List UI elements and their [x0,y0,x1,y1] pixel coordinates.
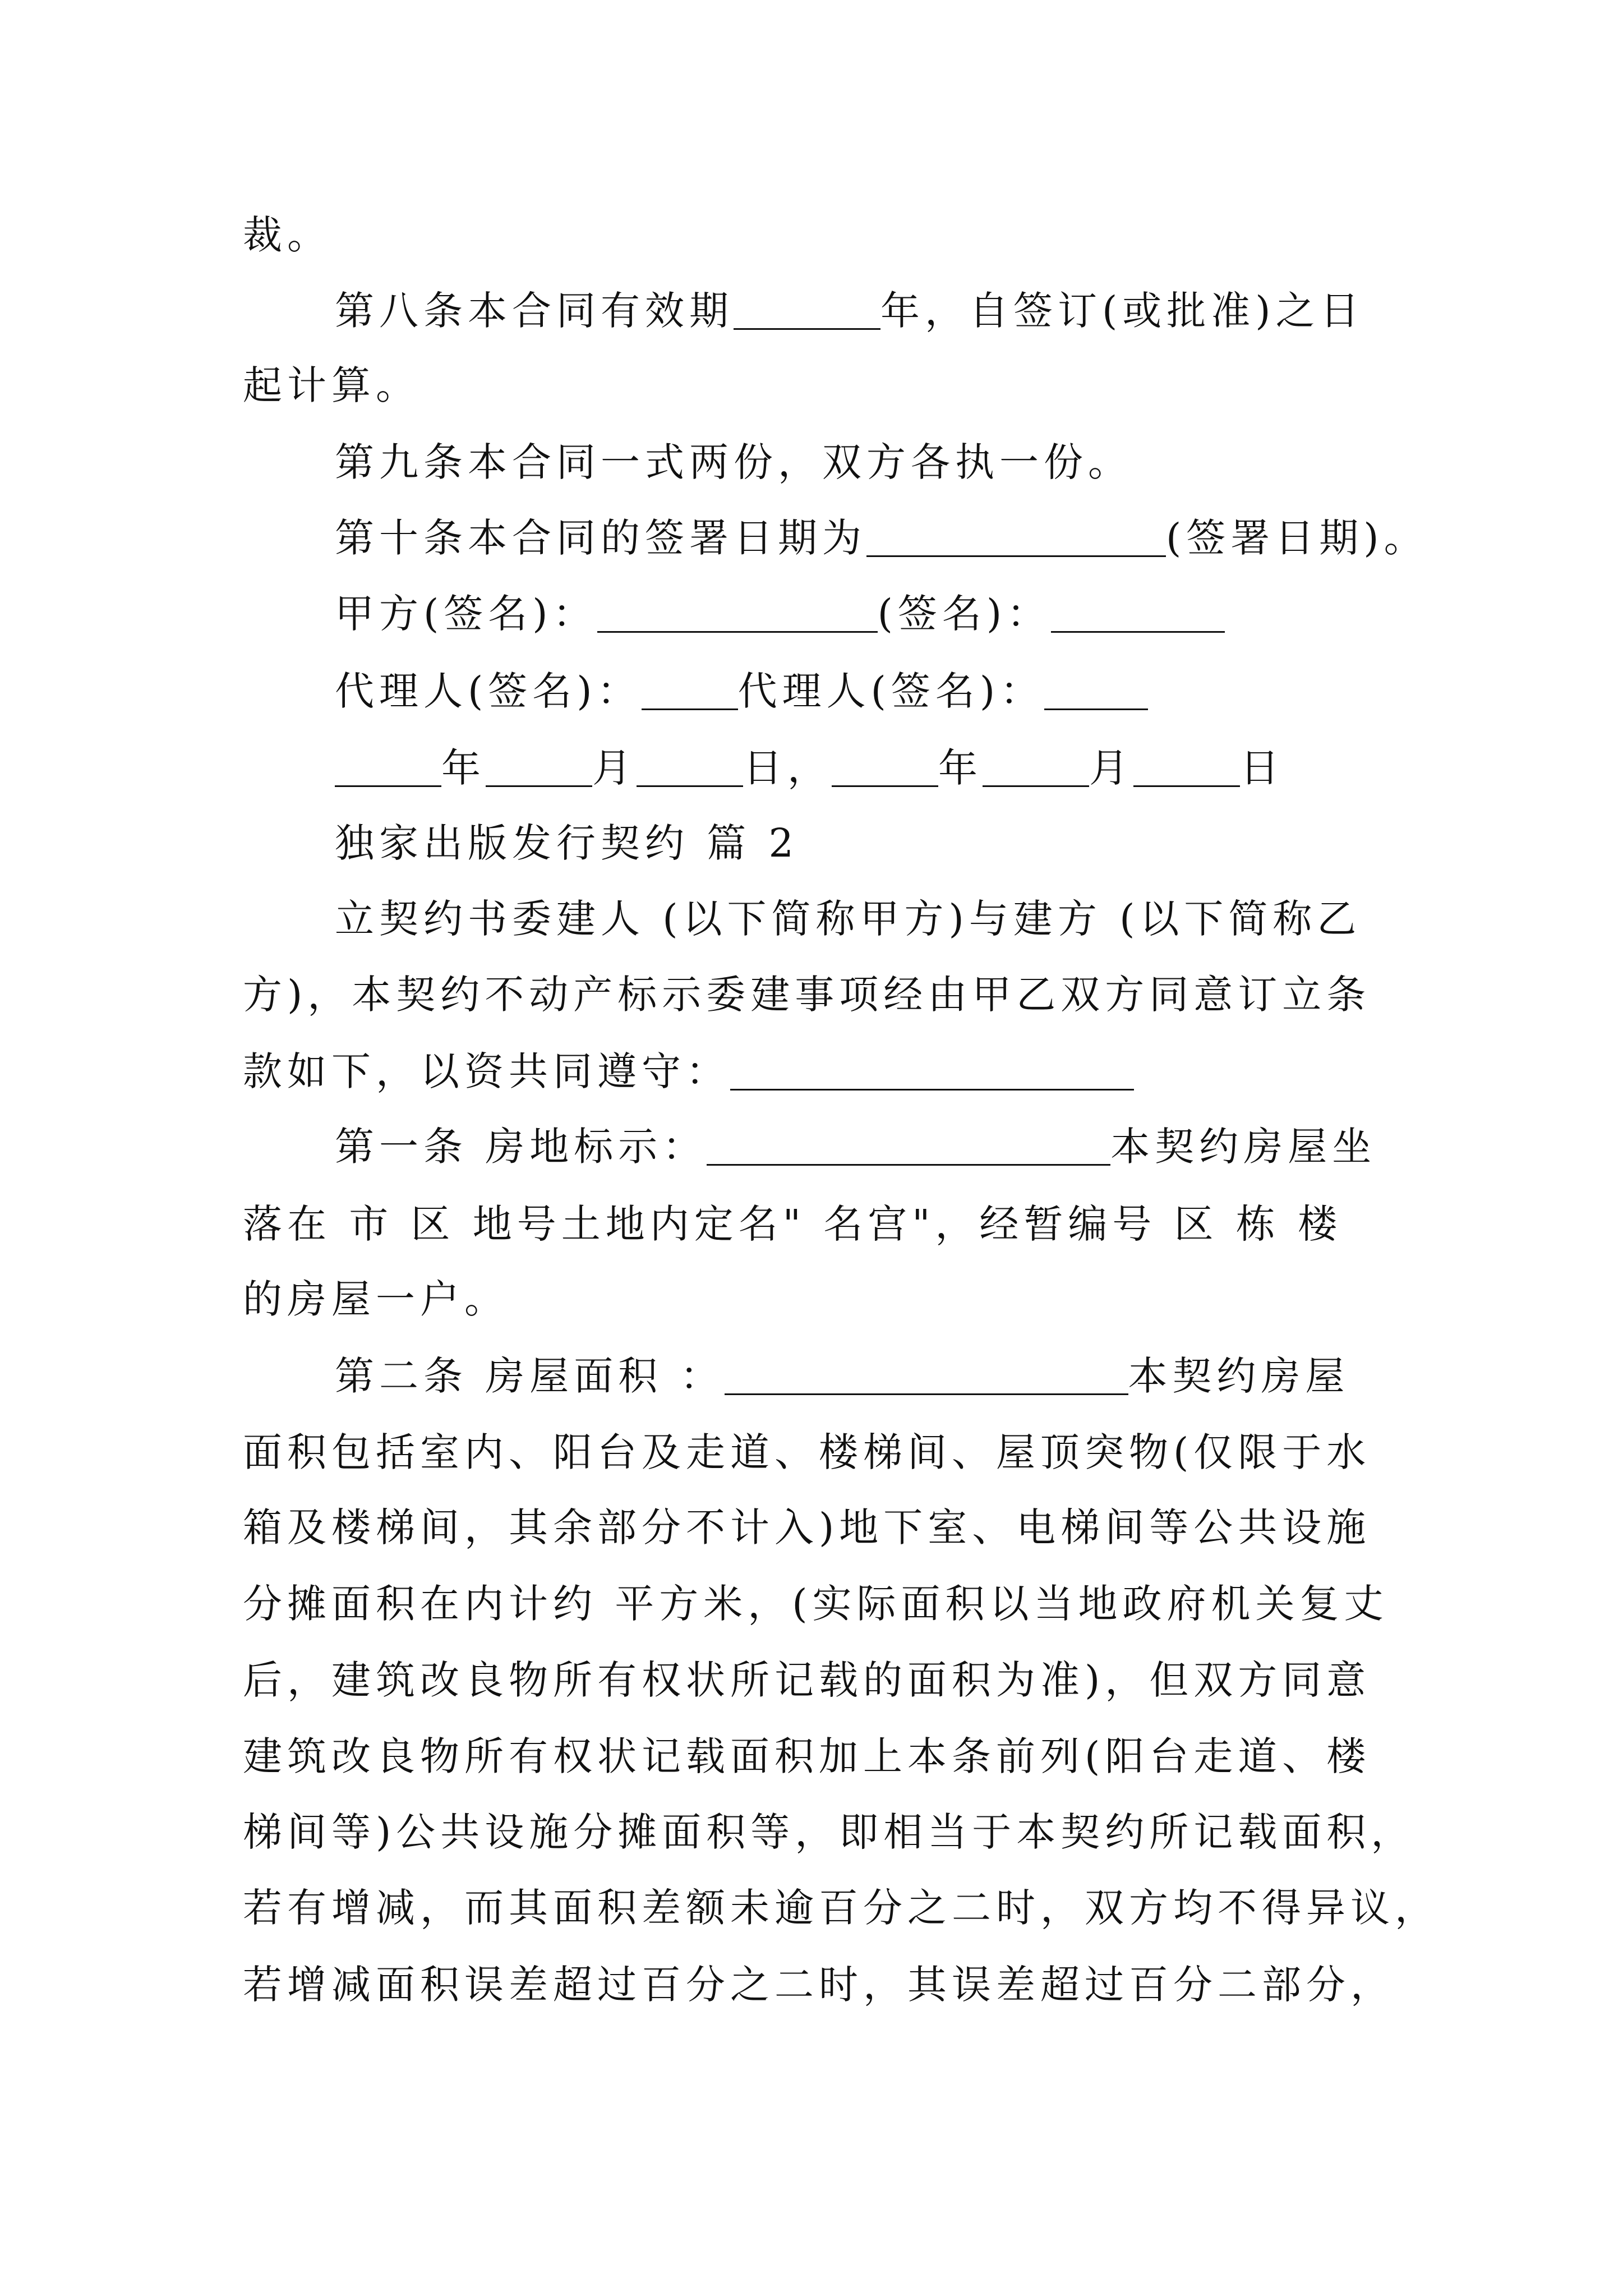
day-b-blank [1133,749,1240,787]
preamble-line-2: 方)，本契约不动产标示委建事项经由甲乙双方同意订立条 [243,972,1371,1018]
agent-a-signature-blank [642,673,738,710]
preamble-blank [730,1053,1134,1091]
article-2-line-3: 箱及楼梯间，其余部分不计入)地下室、电梯间等公共设施 [243,1504,1371,1550]
preamble-line-1: 立契约书委建人 (以下简称甲方)与建方 (以下简称乙 [335,896,1362,942]
article-2-line-9: 若增减面积误差超过百分之二时，其误差超过百分二部分， [243,1962,1395,2008]
article-9: 第九条本合同一式两份，双方各执一份。 [335,439,1132,485]
article-2-line-4: 分摊面积在内计约 平方米，(实际面积以当地政府机关复丈 [243,1581,1389,1627]
article-8-line-2: 起计算。 [243,362,420,408]
article-2-line-7: 梯间等)公共设施分摊面积等，即相当于本契约所记载面积， [243,1809,1415,1855]
floor-area-blank [725,1358,1128,1395]
continuation-text: 裁。 [243,212,331,258]
agent-b-signature-blank [1044,673,1148,710]
agent-signature-line: 代理人(签名)： 代理人(签名)： [335,664,1148,718]
month-a-blank [486,749,592,787]
party-a-signature-blank [597,595,878,633]
date-line: 年 月 日， 年 月 日 [335,741,1284,795]
article-8-line-1: 第八条本合同有效期 年，自签订(或批准)之日 [335,288,1364,334]
party-signature-line: 甲方(签名)： (签名)： [335,587,1225,641]
article-1-line-3: 的房屋一户。 [243,1276,509,1322]
article-2-line-5: 后，建筑改良物所有权状所记载的面积为准)，但双方同意 [243,1657,1371,1703]
year-b-blank [832,749,938,787]
article-2-line-8: 若有增减，而其面积差额未逾百分之二时，双方均不得异议， [243,1885,1439,1931]
year-a-blank [335,749,441,787]
article-10: 第十条本合同的签署日期为 (签署日期)。 [335,515,1428,561]
term-years-blank [734,292,880,330]
article-2-line-1: 第二条 房屋面积 ： 本契约房屋 [335,1353,1350,1399]
article-1-line-2: 落在 市 区 地号土地内定名" 名宫"，经暂编号 区 栋 楼 [243,1201,1343,1247]
article-2-line-2: 面积包括室内、阳台及走道、楼梯间、屋顶突物(仅限于水 [243,1429,1371,1475]
section-title: 独家出版发行契约 篇 2 [335,820,799,866]
preamble-line-3: 款如下，以资共同遵守： [243,1045,1134,1098]
article-1-line-1: 第一条 房地标示： 本契约房屋坐 [335,1124,1377,1170]
day-a-blank [637,749,743,787]
signing-date-blank [866,519,1166,557]
party-b-signature-blank [1051,595,1225,633]
property-description-blank [707,1128,1110,1166]
article-2-line-6: 建筑改良物所有权状记载面积加上本条前列(阳台走道、楼 [243,1733,1371,1779]
month-b-blank [983,749,1089,787]
